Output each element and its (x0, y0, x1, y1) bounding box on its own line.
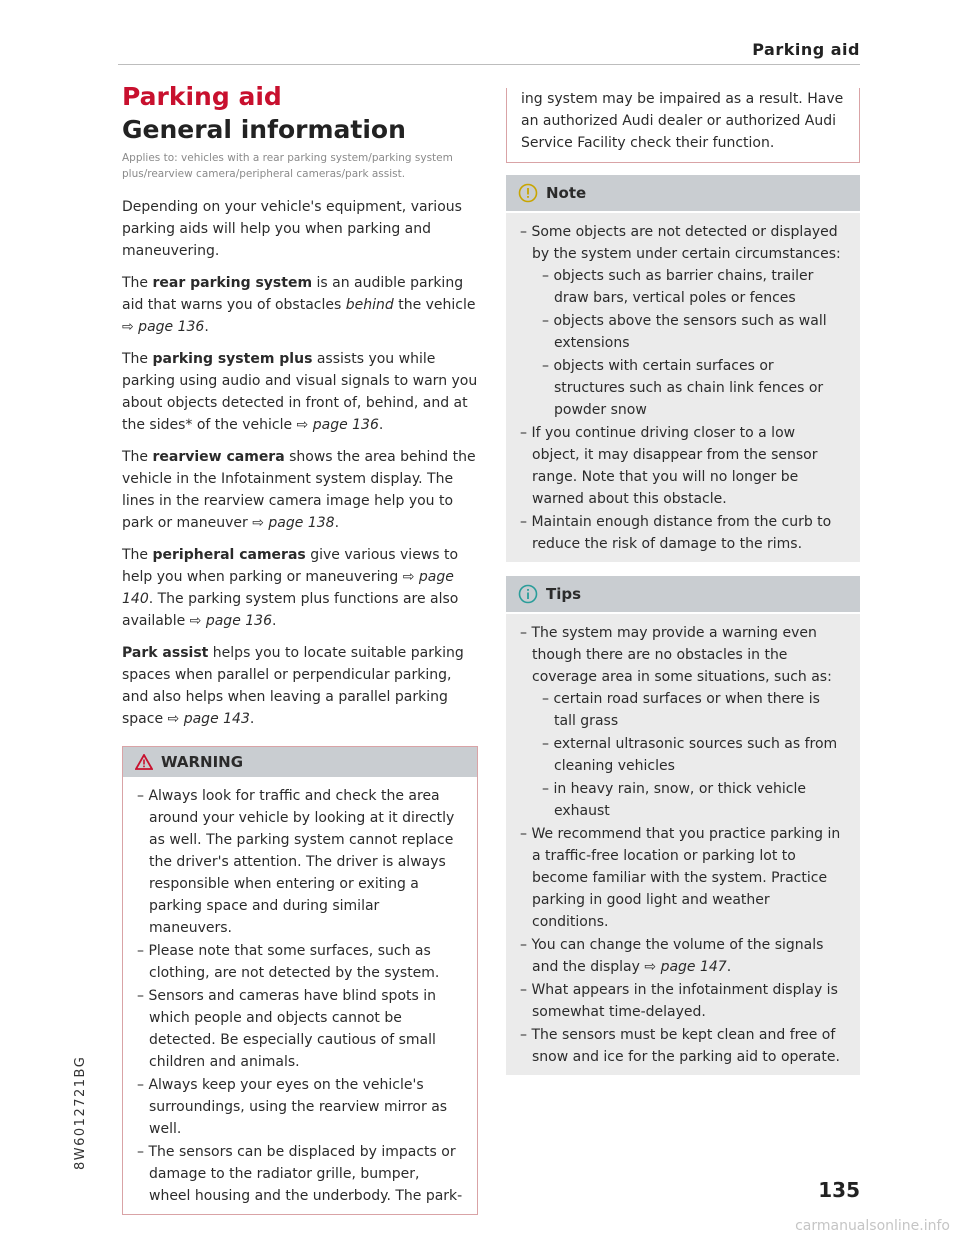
rearview-camera-paragraph: The rearview camera shows the area behind the vehicle in the Infotainment system display. The lines in the rearview camera image help you to park or maneuver ⇨ page 138. (122, 449, 476, 531)
warning-continuation-box (506, 88, 860, 163)
list-item: – in heavy rain, snow, or thick vehicle exhaust (532, 778, 846, 822)
running-head: Parking aid (752, 40, 860, 59)
list-item: – Always look for traffic and check the area around your vehicle by looking at it directly as well. The parking system cannot replace the driver's attention. The driver is always responsible when entering or exiting a parking space and during similar maneuvers. (137, 785, 463, 939)
page-ref-link[interactable]: ⇨ page 136 (296, 417, 379, 433)
note-box (506, 175, 860, 562)
warning-header (123, 747, 477, 777)
list-item: – Sensors and cameras have blind spots in which people and objects cannot be detected. Be especially cautious of small children and animals. (137, 985, 463, 1073)
note-sublist (532, 265, 846, 421)
list-item: – certain road surfaces or when there is tall grass (532, 688, 846, 732)
info-circle-icon (518, 584, 538, 604)
page-ref-link[interactable]: ⇨ page 147 (644, 959, 727, 975)
note-list (520, 221, 846, 555)
header-rule (118, 64, 860, 65)
document-code: 8W6012721BG (73, 1055, 88, 1170)
tips-box (506, 576, 860, 1075)
peripheral-cameras-paragraph: The peripheral cameras give various views to help you when parking or maneuvering ⇨ page 140. The parking system plus functions are also available ⇨ page 136. (122, 547, 459, 629)
intro-paragraph: Depending on your vehicle's equipment, various parking aids will help you when parking and maneuvering. (122, 199, 462, 259)
left-column (122, 82, 478, 1215)
list-item: – You can change the volume of the signals and the display ⇨ page 147. (520, 934, 846, 978)
list-item: – If you continue driving closer to a low object, it may disappear from the sensor range. Note that you will no longer be warned about this obstacle. (520, 422, 846, 510)
note-header (506, 175, 860, 211)
page-ref-link[interactable]: ⇨ page 140 (122, 569, 454, 607)
warning-triangle-icon (135, 754, 153, 770)
tips-header (506, 576, 860, 612)
section-title: Parking aid (122, 82, 282, 111)
list-item: – We recommend that you practice parking in a traffic-free location or parking lot to become familiar with the system. Practice parking in good light and weather conditions. (520, 823, 846, 933)
list-item: – Maintain enough distance from the curb to reduce the risk of damage to the rims. (520, 511, 846, 555)
tips-list (520, 622, 846, 1068)
page-ref-link[interactable]: ⇨ page 136 (189, 613, 272, 629)
section-subtitle: General information (122, 115, 406, 144)
list-item: – objects with certain surfaces or structures such as chain link fences or powder snow (532, 355, 846, 421)
warning-title: WARNING (161, 753, 244, 771)
list-item: – The sensors must be kept clean and free of snow and ice for the parking aid to operate. (520, 1024, 846, 1068)
page-ref-link[interactable]: ⇨ page 136 (122, 319, 205, 335)
list-item: – Always keep your eyes on the vehicle's surroundings, using the rearview mirror as well. (137, 1074, 463, 1140)
exclamation-circle-icon (518, 183, 538, 203)
warning-continuation-text: ing system may be impaired as a result. Have an authorized Audi dealer or authorized Audi Service Facility check their function. (521, 91, 844, 151)
tips-body (506, 614, 860, 1075)
tips-title: Tips (546, 585, 582, 603)
page-ref-link[interactable]: ⇨ page 138 (252, 515, 335, 531)
list-item: – Please note that some surfaces, such as clothing, are not detected by the system. (137, 940, 463, 984)
list-item: – objects above the sensors such as wall extensions (532, 310, 846, 354)
warning-body (123, 777, 477, 1214)
watermark: carmanualsonline.info (795, 1218, 950, 1234)
list-item: – The sensors can be displaced by impacts or damage to the radiator grille, bumper, wheel housing and the underbody. The park- (137, 1141, 463, 1207)
warning-box (122, 746, 478, 1215)
list-item: – Some objects are not detected or displayed by the system under certain circumstances: – objects such as barrier chains, trailer draw bars, vertical poles or fences – objects above the sensors such as wall extensions – objects with certain surfaces or structures such as chain link fences or powder snow (520, 221, 846, 421)
park-assist-paragraph: Park assist helps you to locate suitable parking spaces when parallel or perpendicular parking, and also helps when leaving a parallel parking space ⇨ page 143. (122, 645, 464, 727)
warning-list (137, 785, 463, 1207)
page-ref-link[interactable]: ⇨ page 143 (167, 711, 250, 727)
list-item: – external ultrasonic sources such as from cleaning vehicles (532, 733, 846, 777)
parking-plus-paragraph: The parking system plus assists you while parking using audio and visual signals to warn you about objects detected in front of, behind, and at the sides* of the vehicle ⇨ page 136. (122, 351, 478, 433)
list-item: – What appears in the infotainment display is somewhat time-delayed. (520, 979, 846, 1023)
note-title: Note (546, 184, 587, 202)
list-item: – objects such as barrier chains, trailer draw bars, vertical poles or fences (532, 265, 846, 309)
rear-parking-paragraph: The rear parking system is an audible parking aid that warns you of obstacles behind the vehicle ⇨ page 136. (122, 275, 476, 335)
tips-sublist (532, 688, 846, 822)
note-body (506, 213, 860, 562)
page-number: 135 (818, 1178, 860, 1202)
applies-to-note: Applies to: vehicles with a rear parking system/parking system plus/rearview camera/peripheral cameras/park assist. (122, 152, 453, 180)
right-column (506, 88, 860, 1075)
list-item: – The system may provide a warning even though there are no obstacles in the coverage area in some situations, such as: – certain road surfaces or when there is tall grass – external ultrasonic sources such as from cleaning vehicles – in heavy rain, snow, or thick vehicle exhaust (520, 622, 846, 822)
